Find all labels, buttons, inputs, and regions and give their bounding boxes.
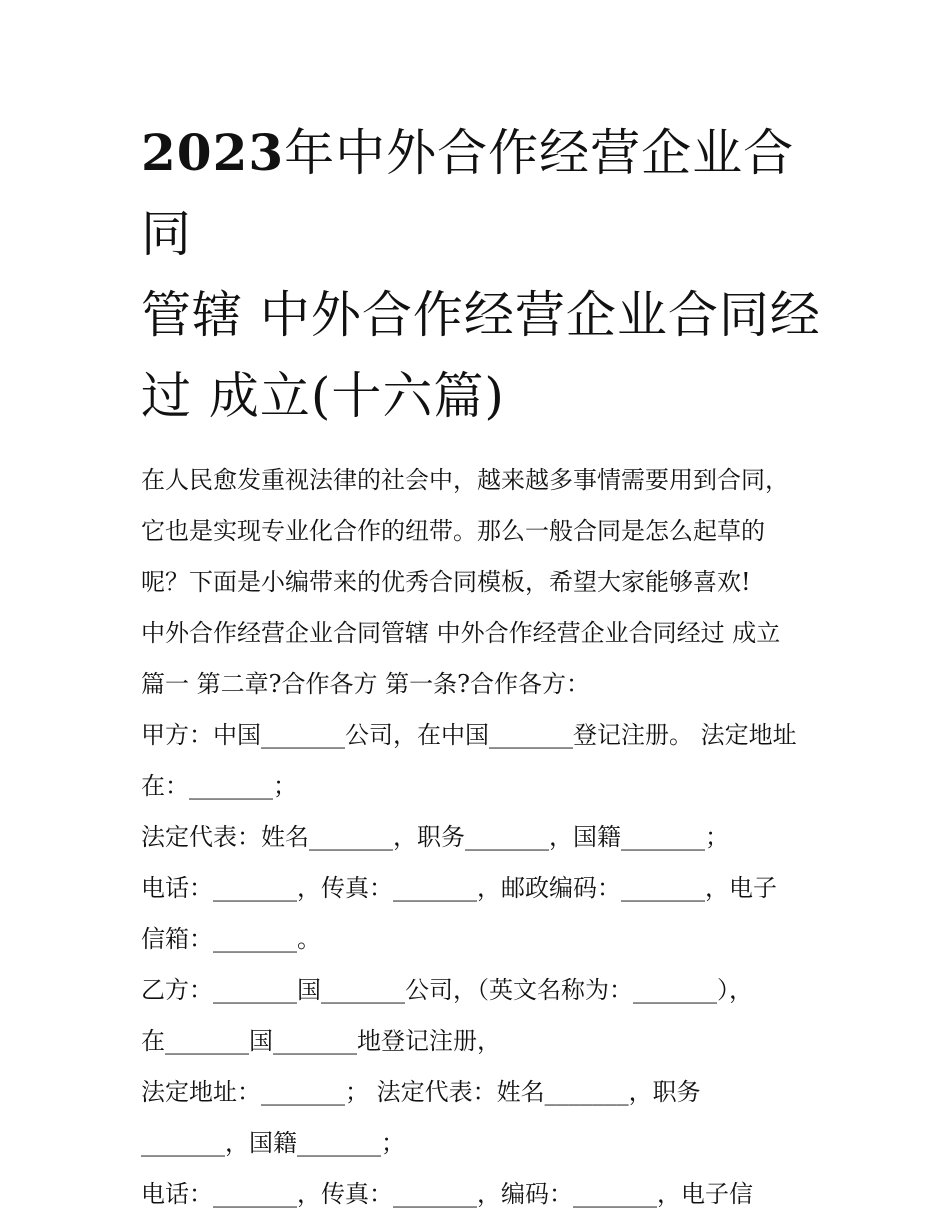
title-year: 2023 bbox=[141, 123, 285, 182]
title-line-3: 过 成立(十六篇) bbox=[141, 367, 505, 425]
document-title bbox=[141, 112, 821, 437]
body-line-intro-1: 在人民愈发重视法律的社会中，越来越多事情需要用到合同， bbox=[141, 466, 789, 494]
body-line-party-a-contact-2: 信箱：_______。 bbox=[141, 925, 321, 953]
document-page bbox=[141, 112, 821, 1220]
body-line-heading: 中外合作经营企业合同管辖 中外合作经营企业合同经过 成立 bbox=[141, 619, 781, 647]
body-line-intro-2: 它也是实现专业化合作的纽带。那么一般合同是怎么起草的 bbox=[141, 517, 765, 545]
body-line-party-a-contact-1: 电话：_______，传真：_______，邮政编码：_______，电子 bbox=[141, 874, 777, 902]
body-line-party-b-nationality: _______，国籍_______； bbox=[141, 1129, 405, 1157]
document-body bbox=[141, 455, 821, 1220]
body-line-party-b-1: 乙方：_______国_______公司，（英文名称为：_______）， bbox=[141, 976, 753, 1004]
title-line-1-rest: 年中外合作经营企业合同 bbox=[141, 124, 795, 263]
title-line-1 bbox=[141, 112, 821, 275]
body-line-party-a-2: 在：_______； bbox=[141, 772, 297, 800]
body-line-party-b-contact: 电话：_______，传真：_______，编码：_______，电子信 bbox=[141, 1180, 753, 1208]
title-line-2: 管辖 中外合作经营企业合同经 bbox=[141, 286, 821, 344]
body-line-party-b-2: 在_______国_______地登记注册， bbox=[141, 1027, 501, 1055]
body-line-party-a-rep: 法定代表：姓名_______，职务_______，国籍_______； bbox=[141, 823, 729, 851]
body-line-party-b-address: 法定地址：_______； 法定代表：姓名_______，职务 bbox=[141, 1078, 701, 1106]
body-line-intro-3: 呢？下面是小编带来的优秀合同模板，希望大家能够喜欢! bbox=[141, 568, 751, 596]
body-line-section: 篇一 第二章?合作各方 第一条?合作各方： bbox=[141, 670, 590, 698]
body-line-party-a-1: 甲方：中国_______公司，在中国_______登记注册。 法定地址 bbox=[141, 721, 797, 749]
